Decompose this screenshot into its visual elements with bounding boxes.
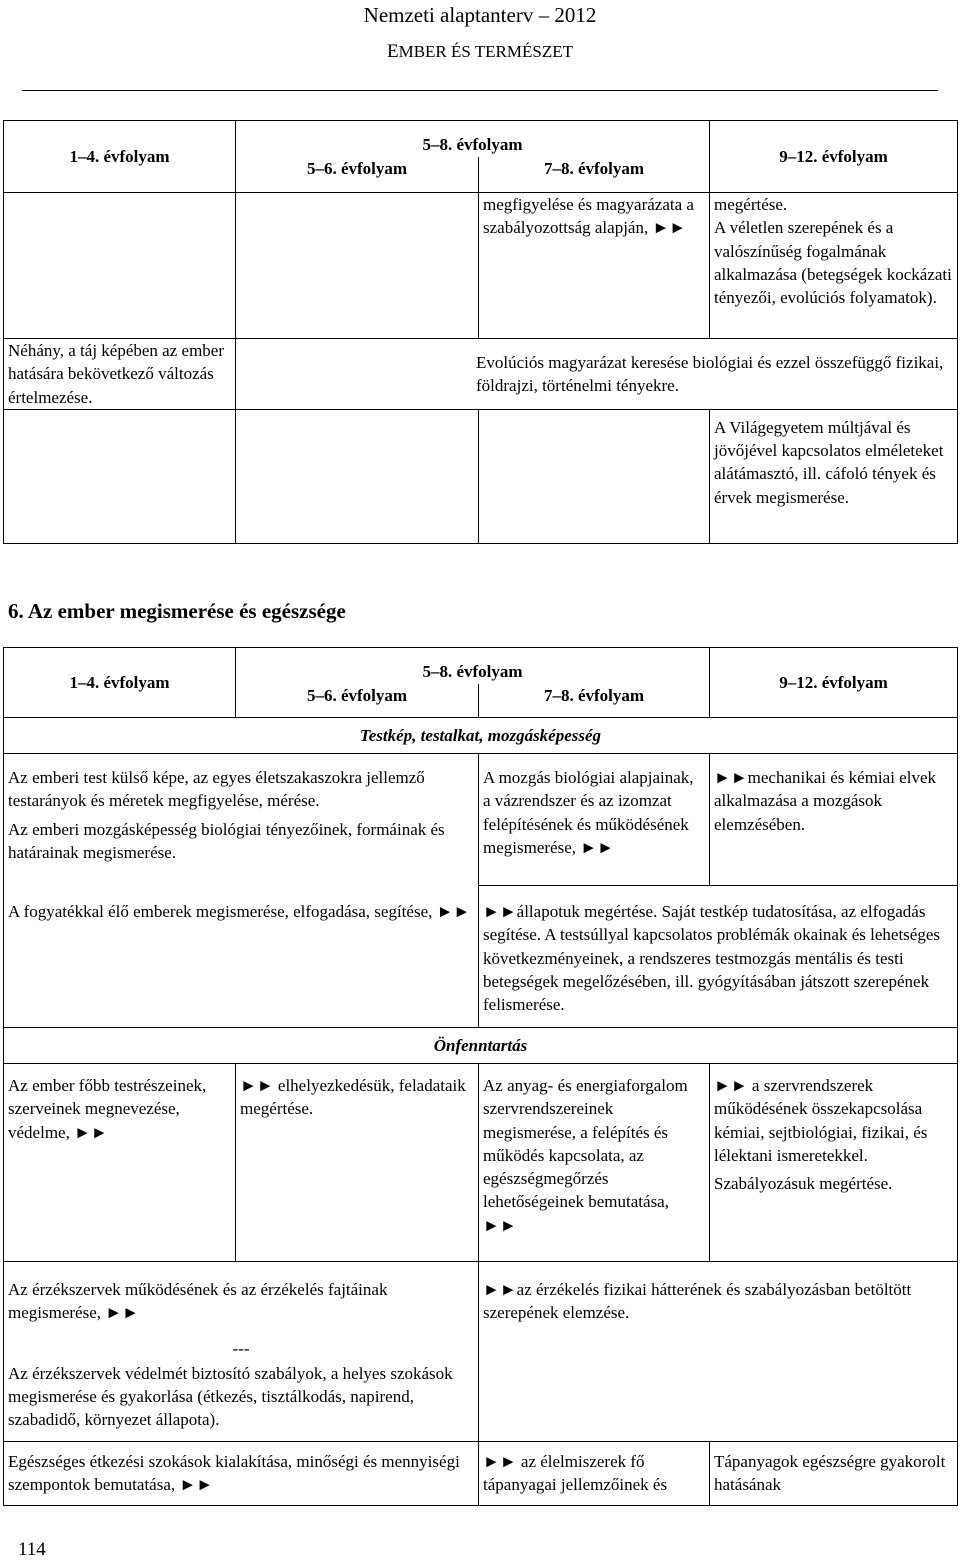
page-number: 114 bbox=[18, 1539, 46, 1560]
col-head-9-12: 9–12. évfolyam bbox=[710, 121, 958, 193]
t1-r1-c78: megfigyelése és magyarázata a szabályozottság alapján, ►► bbox=[479, 193, 710, 339]
t1-r2-c58: Evolúciós magyarázat keresése biológiai és ezzel összefüggő fizikai, földrajzi, történelmi tényekre. bbox=[476, 352, 944, 395]
col-head-5-8: 5–8. évfolyam bbox=[236, 121, 710, 157]
t2-col-head-5-6: 5–6. évfolyam bbox=[236, 684, 479, 718]
t2-r5-c78: ►► az élelmiszerek fő tápanyagai jellemzőinek és bbox=[479, 1442, 710, 1506]
subtitle-initial: E bbox=[386, 41, 399, 62]
col-head-7-8: 7–8. évfolyam bbox=[479, 157, 710, 193]
col-head-5-6: 5–6. évfolyam bbox=[236, 157, 479, 193]
t2-col-head-1-4: 1–4. évfolyam bbox=[4, 648, 236, 718]
subheading-testkep: Testkép, testalkat, mozgásképesség bbox=[4, 718, 958, 754]
document-subtitle bbox=[0, 40, 960, 64]
t2-col-head-7-8: 7–8. évfolyam bbox=[479, 684, 710, 718]
t2-r4-right: ►►az érzékelés fizikai hátterének és szabályozásban betöltött szerepének elemzése. bbox=[479, 1262, 958, 1442]
t2-r4-left-b: Az érzékszervek védelmét biztosító szabályok, a helyes szokások megismerése és gyakorlása (étkezés, tisztálkodás, napirend, szabadidő, környezet állapota). bbox=[8, 1363, 453, 1430]
t2-r5-c912: Tápanyagok egészségre gyakorolt hatásának bbox=[710, 1442, 958, 1506]
document-title: Nemzeti alaptanterv – 2012 bbox=[363, 3, 597, 27]
t1-r3-c78 bbox=[479, 409, 710, 543]
t1-r1-c912: megértése. A véletlen szerepének és a valószínűség fogalmának alkalmazása (betegségek kockázati tényezői, evolúciós folyamatok). bbox=[710, 193, 958, 339]
subheading-onfenntartas: Önfenntartás bbox=[4, 1028, 958, 1064]
t1-r3-c912: A Világegyetem múltjával és jövőjével kapcsolatos elméleteket alátámasztó, ill. cáfoló tények és érvek megismerése. bbox=[710, 409, 958, 543]
t2-r3-c78: Az anyag- és energiaforgalom szervrendszereinek megismerése, a felépítés és működés kapcsolata, az egészségmegőrzés lehetőségeinek bemutatása, ►► bbox=[479, 1064, 710, 1262]
section-heading: 6. Az ember megismerése és egészsége bbox=[8, 599, 346, 623]
t2-r3-c14: Az ember főbb testrészeinek, szerveinek megnevezése, védelme, ►► bbox=[4, 1064, 236, 1262]
t2-r1-c78: A mozgás biológiai alapjainak, a vázrendszer és az izomzat felépítésének és működésének megismerése, ►► bbox=[479, 754, 710, 886]
t2-r5-left: Egészséges étkezési szokások kialakítása, minőségi és mennyiségi szempontok bemutatása, ►► bbox=[4, 1442, 479, 1506]
t2-col-head-9-12: 9–12. évfolyam bbox=[710, 648, 958, 718]
t2-r2-left: A fogyatékkal élő emberek megismerése, elfogadása, segítése, ►► bbox=[4, 886, 479, 1028]
t1-r3-c14 bbox=[4, 409, 236, 543]
t1-r2-c58-span bbox=[236, 339, 958, 410]
t2-r4-left-a: Az érzékszervek működésének és az érzékelés fajtáinak megismerése, ►► bbox=[8, 1280, 388, 1323]
curriculum-table-continued bbox=[3, 120, 958, 544]
t2-r3-c912 bbox=[710, 1064, 958, 1262]
t2-r3-c56: ►► elhelyezkedésük, feladataik megértése. bbox=[236, 1064, 479, 1262]
t1-r1-c14 bbox=[4, 193, 236, 339]
col-head-1-4: 1–4. évfolyam bbox=[4, 121, 236, 193]
curriculum-table-6 bbox=[3, 647, 958, 1506]
t2-r3-c912-b: Szabályozásuk megértése. bbox=[714, 1174, 893, 1194]
t2-r1-c912: ►►mechanikai és kémiai elvek alkalmazása a mozgások elemzésében. bbox=[710, 754, 958, 886]
t1-r1-c56 bbox=[236, 193, 479, 339]
t1-r2-c14: Néhány, a táj képében az ember hatására bekövetkező változás értelmezése. bbox=[4, 339, 236, 410]
t2-r4-separator: --- bbox=[232, 1338, 250, 1358]
t2-r1-left-b: Az emberi mozgásképesség biológiai tényezőinek, formáinak és határainak megismerése. bbox=[8, 819, 445, 862]
t2-col-head-5-8: 5–8. évfolyam bbox=[236, 648, 710, 684]
subtitle-rest: MBER ÉS TERMÉSZET bbox=[398, 42, 574, 61]
t2-r1-left bbox=[4, 754, 479, 886]
t2-r2-right: ►►állapotuk megértése. Saját testkép tudatosítása, az elfogadás segítése. A testsúllyal kapcsolatos problémák okainak és lehetséges következményeinek, a rendszeres testmozgás mentális és testi betegségek megelőzésében, ill. gyógyításában játszott szerepének felismerése. bbox=[479, 886, 958, 1028]
t1-r3-c56 bbox=[236, 409, 479, 543]
t2-r3-c912-a: ►► a szervrendszerek működésének összekapcsolása kémiai, sejtbiológiai, fizikai, és lélektani ismeretekkel. bbox=[714, 1076, 928, 1165]
t2-r1-left-a: Az emberi test külső képe, az egyes életszakaszokra jellemző testarányok és méretek megfigyelése, mérése. bbox=[8, 768, 425, 811]
t2-r4-left bbox=[4, 1262, 479, 1442]
header-rule bbox=[22, 90, 938, 91]
